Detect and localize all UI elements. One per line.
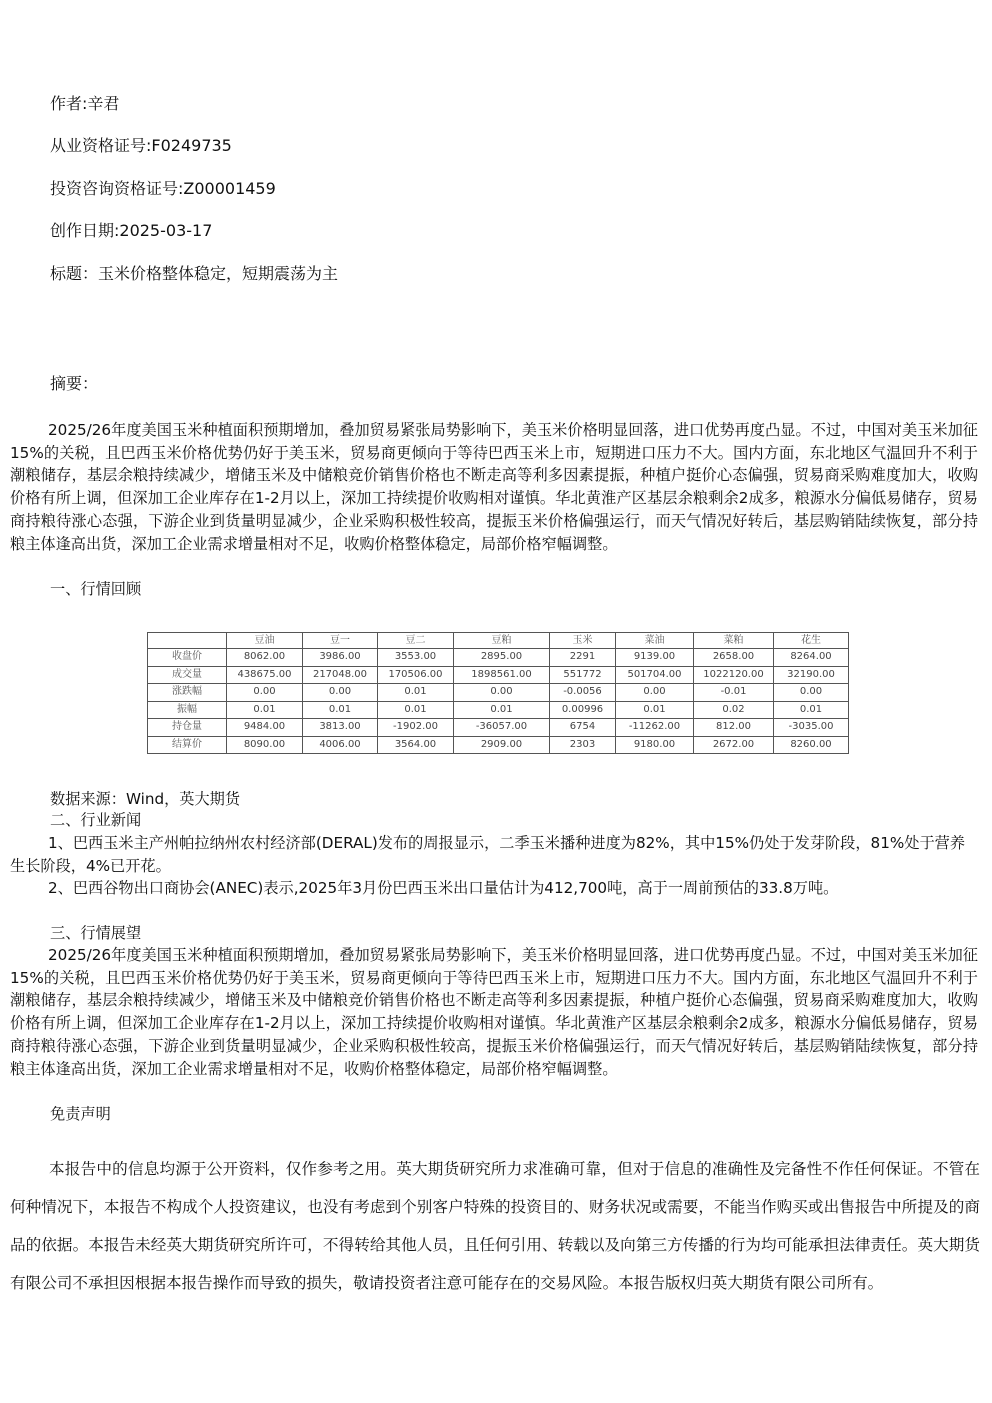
table-cell: -0.01 — [694, 684, 774, 702]
table-cell: 3813.00 — [303, 719, 378, 737]
table-row — [148, 701, 849, 719]
market-quote-table — [147, 632, 849, 754]
table-header-cell: 豆粕 — [454, 633, 550, 649]
table-cell: 9139.00 — [616, 649, 694, 667]
table-cell: 0.01 — [227, 701, 303, 719]
date-line: 创作日期:2025-03-17 — [50, 221, 213, 240]
table-cell: 0.00996 — [550, 701, 616, 719]
table-cell: 1898561.00 — [454, 666, 550, 684]
disclaimer-text: 本报告中的信息均源于公开资料，仅作参考之用。英大期货研究所力求准确可靠，但对于信息的准确性及完备性不作任何保证。不管在何种情况下，本报告不构成个人投资建议，也没有考虑到个别客户特殊的投资目的、财务状况或需要，不能当作购买或出售报告中所提及的商品的依据。本报告未经英大期货研究所许可，不得转给其他人员，且任何引用、转载以及向第三方传播的行为均可能承担法律责任。英大期货有限公司不承担因根据本报告操作而导致的损失，敬请投资者注意可能存在的交易风险。本报告版权归英大期货有限公司所有。 — [10, 1160, 980, 1292]
table-cell: 0.01 — [303, 701, 378, 719]
table-cell: 0.02 — [694, 701, 774, 719]
table-cell: 501704.00 — [616, 666, 694, 684]
table-cell: 0.00 — [303, 684, 378, 702]
table-row-label: 结算价 — [148, 736, 227, 754]
table-header-cell: 豆油 — [227, 633, 303, 649]
disclaimer-heading: 免责声明 — [50, 1105, 111, 1123]
section1-heading: 一、行情回顾 — [50, 580, 142, 598]
table-cell: 0.01 — [454, 701, 550, 719]
table-header-cell: 豆二 — [378, 633, 454, 649]
license-line: 从业资格证号:F0249735 — [50, 136, 232, 155]
table-cell: 170506.00 — [378, 666, 454, 684]
table-cell: 0.00 — [616, 684, 694, 702]
table-row — [148, 736, 849, 754]
table-header-cell: 豆一 — [303, 633, 378, 649]
table-cell: -3035.00 — [774, 719, 849, 737]
table-cell: 2658.00 — [694, 649, 774, 667]
table-row-label: 持仓量 — [148, 719, 227, 737]
table-cell: 2291 — [550, 649, 616, 667]
table-cell: 32190.00 — [774, 666, 849, 684]
table-cell: 2672.00 — [694, 736, 774, 754]
table-header-cell: 菜粕 — [694, 633, 774, 649]
table-cell: 0.00 — [227, 684, 303, 702]
table-cell: 6754 — [550, 719, 616, 737]
table-cell: 438675.00 — [227, 666, 303, 684]
table-cell: 812.00 — [694, 719, 774, 737]
table-cell: 0.00 — [774, 684, 849, 702]
section2-heading: 二、行业新闻 — [50, 811, 142, 829]
news-item: 2、巴西谷物出口商协会(ANEC)表示,2025年3月份巴西玉米出口量估计为412,700吨，高于一周前预估的33.8万吨。 — [48, 879, 839, 897]
table-cell: 8090.00 — [227, 736, 303, 754]
table-cell: 217048.00 — [303, 666, 378, 684]
table-cell: 2909.00 — [454, 736, 550, 754]
outlook-text: 2025/26年度美国玉米种植面积预期增加，叠加贸易紧张局势影响下，美玉米价格明显回落，进口优势再度凸显。不过，中国对美玉米加征15%的关税，且巴西玉米价格优势仍好于美玉米，贸易商更倾向于等待巴西玉米上市，短期进口压力不大。国内方面，东北地区气温回升不利于潮粮储存，基层余粮持续减少，增储玉米及中储粮竞价销售价格也不断走高等利多因素提振，种植户挺价心态偏强，贸易商采购难度加大，收购价格有所上调，但深加工企业库存在1-2月以上，深加工持续提价收购相对谨慎。华北黄淮产区基层余粮剩余2成多，粮源水分偏低易储存，贸易商持粮待涨心态强，下游企业到货量明显减少，企业采购积极性较高，提振玉米价格偏强运行，而天气情况好转后，基层购销陆续恢复，部分持粮主体逢高出货，深加工企业需求增量相对不足，收购价格整体稳定，局部价格窄幅调整。 — [10, 946, 978, 1078]
table-cell: 4006.00 — [303, 736, 378, 754]
summary-text: 2025/26年度美国玉米种植面积预期增加，叠加贸易紧张局势影响下，美玉米价格明显回落，进口优势再度凸显。不过，中国对美玉米加征15%的关税，且巴西玉米价格优势仍好于美玉米，贸易商更倾向于等待巴西玉米上市，短期进口压力不大。国内方面，东北地区气温回升不利于潮粮储存，基层余粮持续减少，增储玉米及中储粮竞价销售价格也不断走高等利多因素提振，种植户挺价心态偏强，贸易商采购难度加大，收购价格有所上调，但深加工企业库存在1-2月以上，深加工持续提价收购相对谨慎。华北黄淮产区基层余粮剩余2成多，粮源水分偏低易储存，贸易商持粮待涨心态强，下游企业到货量明显减少，企业采购积极性较高，提振玉米价格偏强运行，而天气情况好转后，基层购销陆续恢复，部分持粮主体逢高出货，深加工企业需求增量相对不足，收购价格整体稳定，局部价格窄幅调整。 — [10, 421, 978, 553]
table-row — [148, 666, 849, 684]
table-cell: -36057.00 — [454, 719, 550, 737]
table-row-label: 收盘价 — [148, 649, 227, 667]
table-cell: -0.0056 — [550, 684, 616, 702]
author-line: 作者:辛君 — [50, 94, 120, 113]
advisory-license-line: 投资咨询资格证号:Z00001459 — [50, 179, 276, 198]
table-cell: 0.01 — [378, 701, 454, 719]
table-cell: 2303 — [550, 736, 616, 754]
table-row — [148, 684, 849, 702]
report-title: 标题：玉米价格整体稳定，短期震荡为主 — [50, 264, 339, 283]
table-row — [148, 649, 849, 667]
table-cell: 9484.00 — [227, 719, 303, 737]
table-header-row — [148, 633, 849, 649]
table-cell: 0.01 — [774, 701, 849, 719]
table-cell: -1902.00 — [378, 719, 454, 737]
table-cell: 0.00 — [454, 684, 550, 702]
table-cell: 8062.00 — [227, 649, 303, 667]
table-cell: 0.01 — [616, 701, 694, 719]
table-cell: 8260.00 — [774, 736, 849, 754]
table-cell: 1022120.00 — [694, 666, 774, 684]
table-cell: 3986.00 — [303, 649, 378, 667]
table-cell: 8264.00 — [774, 649, 849, 667]
table-cell: 9180.00 — [616, 736, 694, 754]
table-cell: -11262.00 — [616, 719, 694, 737]
table-row — [148, 719, 849, 737]
table-row-label: 振幅 — [148, 701, 227, 719]
table-cell: 3553.00 — [378, 649, 454, 667]
table-cell: 2895.00 — [454, 649, 550, 667]
section3-heading: 三、行情展望 — [50, 924, 142, 942]
table-header-cell — [148, 633, 227, 649]
table-header-cell: 花生 — [774, 633, 849, 649]
table-cell: 3564.00 — [378, 736, 454, 754]
summary-heading: 摘要： — [50, 374, 99, 393]
table-row-label: 涨跌幅 — [148, 684, 227, 702]
table-row-label: 成交量 — [148, 666, 227, 684]
data-source-note: 数据来源：Wind，英大期货 — [50, 790, 241, 808]
table-header-cell: 菜油 — [616, 633, 694, 649]
table-cell: 0.01 — [378, 684, 454, 702]
table-cell: 551772 — [550, 666, 616, 684]
table-header-cell: 玉米 — [550, 633, 616, 649]
news-item: 1、巴西玉米主产州帕拉纳州农村经济部(DERAL)发布的周报显示，二季玉米播种进度为82%，其中15%仍处于发芽阶段，81%处于营养生长阶段，4%已开花。 — [10, 834, 966, 875]
